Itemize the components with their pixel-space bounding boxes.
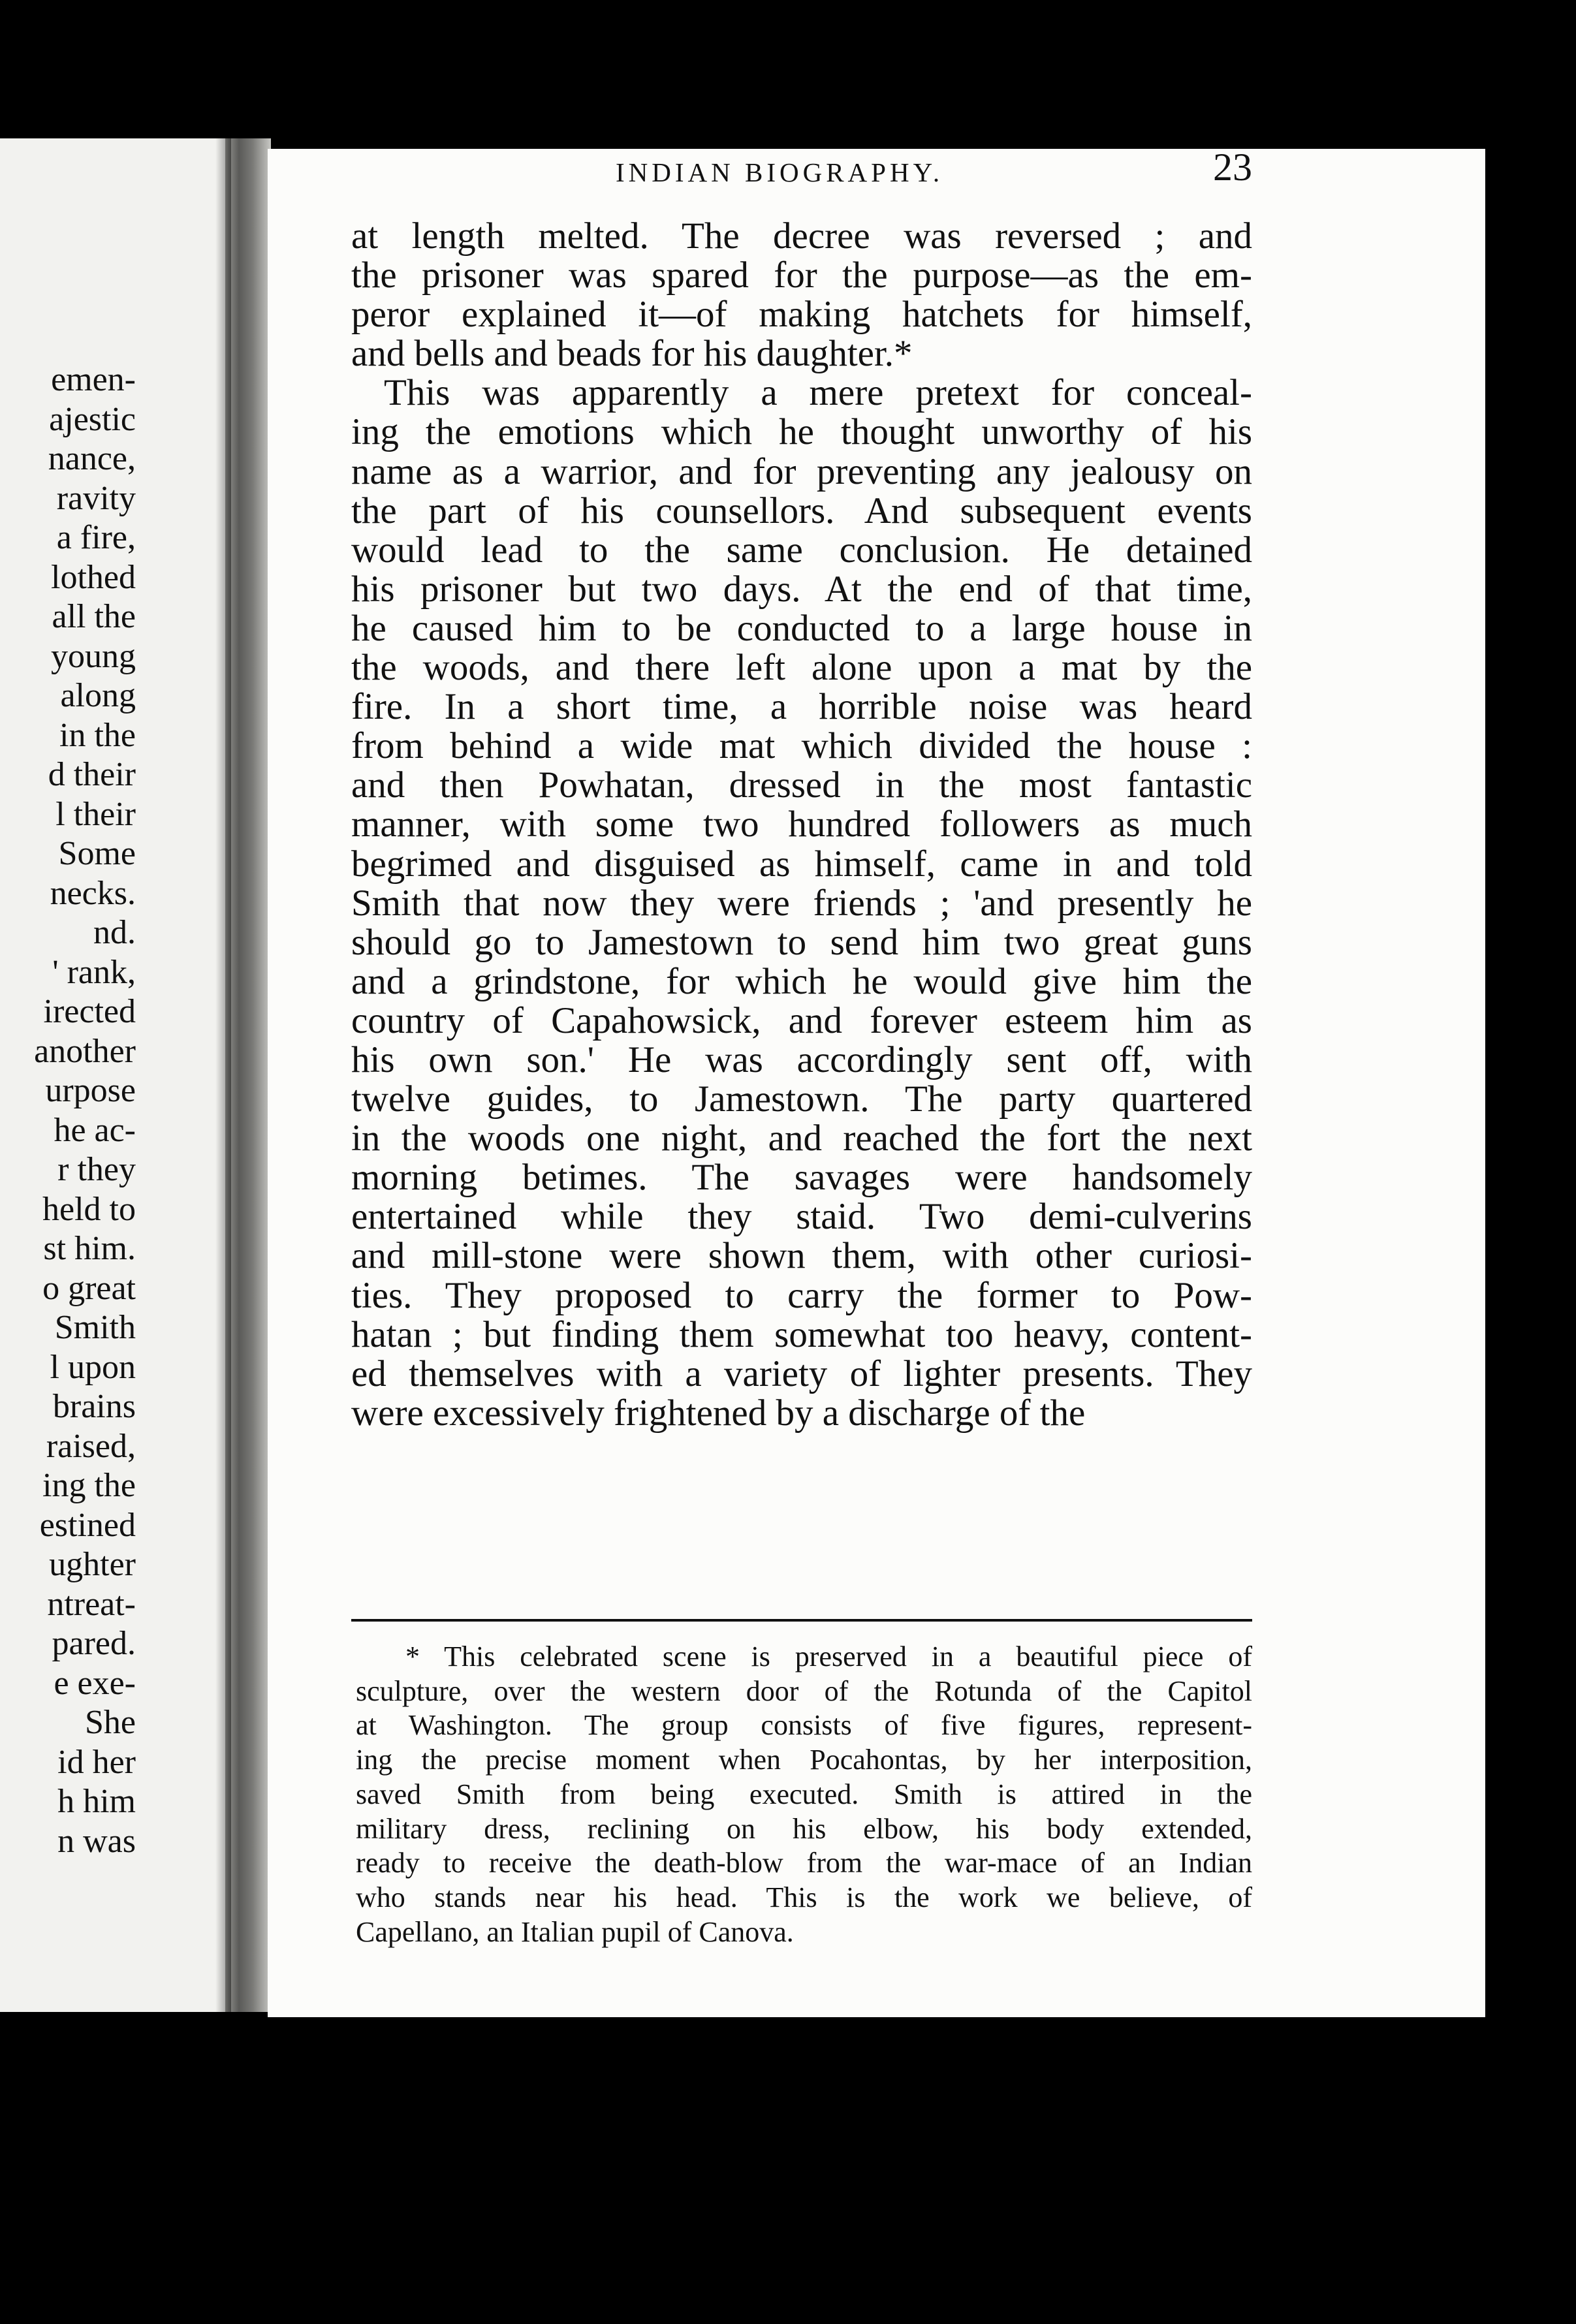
facing-page-line: irected	[43, 993, 136, 1030]
facing-page-line: young	[51, 637, 136, 675]
facing-page-line: d their	[48, 756, 136, 793]
facing-page-line: Some	[58, 835, 136, 872]
body-line: manner, with some two hundred followers as much	[351, 804, 1252, 845]
footnote-line: saved Smith from being executed. Smith is attired in the	[356, 1778, 1252, 1810]
body-line: ties. They proposed to carry the former to Pow-	[351, 1274, 1252, 1316]
body-text	[351, 217, 1252, 1433]
body-line: he caused him to be conducted to a large house in	[351, 607, 1252, 649]
facing-page-line: estined	[39, 1506, 136, 1544]
facing-page-line: o great	[42, 1269, 136, 1307]
facing-page-line: raised,	[46, 1427, 136, 1465]
facing-page-line: l upon	[50, 1348, 136, 1386]
body-line: in the woods one night, and reached the fort the next	[351, 1118, 1252, 1159]
footnote-line: who stands near his head. This is the work we believe, of	[356, 1881, 1252, 1913]
body-line: from behind a wide mat which divided the house :	[351, 725, 1252, 767]
body-line: country of Capahowsick, and forever esteem him as	[351, 999, 1252, 1041]
facing-page-line: r they	[57, 1151, 136, 1188]
facing-page-line: another	[34, 1032, 136, 1070]
body-line: ing the emotions which he thought unworthy of his	[351, 411, 1252, 453]
facing-page-line: ajestic	[49, 400, 136, 438]
running-head: INDIAN BIOGRAPHY.	[616, 157, 944, 187]
facing-page-line: urpose	[45, 1072, 136, 1109]
facing-page-line: held to	[42, 1190, 136, 1228]
facing-page-line: lothed	[51, 558, 136, 596]
facing-page-line: n was	[57, 1822, 136, 1860]
facing-page-line: necks.	[50, 874, 136, 912]
footnote-line: sculpture, over the western door of the Rotunda of the Capitol	[356, 1674, 1252, 1707]
body-line: begrimed and disguised as himself, came in and told	[351, 843, 1252, 885]
body-line: and bells and beads for his daughter.*	[351, 333, 913, 375]
body-line: his own son.' He was accordingly sent off, with	[351, 1039, 1252, 1080]
body-line: would lead to the same conclusion. He detained	[351, 529, 1252, 571]
body-line: should go to Jamestown to send him two great guns	[351, 921, 1252, 963]
body-line: morning betimes. The savages were handsomely	[351, 1157, 1252, 1199]
body-line: ed themselves with a variety of lighter presents. They	[351, 1353, 1252, 1394]
facing-page-line: id her	[57, 1743, 136, 1781]
body-line: and a grindstone, for which he would give him the	[351, 960, 1252, 1002]
facing-page-line: ughter	[49, 1546, 136, 1583]
page-number: 23	[1213, 146, 1252, 189]
footnote	[356, 1640, 1252, 1949]
facing-page-line: brains	[52, 1388, 136, 1425]
footnote-line: ing the precise moment when Pocahontas, by her interposition,	[356, 1744, 1252, 1776]
facing-page	[0, 138, 235, 2012]
body-line: hatan ; but finding them somewhat too heavy, content-	[351, 1313, 1252, 1355]
body-line: at length melted. The decree was reversed ; and	[351, 215, 1252, 257]
facing-page-line: ' rank,	[52, 953, 136, 991]
gutter-shadow	[215, 138, 231, 2012]
facing-page-line: emen-	[51, 361, 136, 398]
facing-page-line: he ac-	[54, 1111, 136, 1149]
body-line: entertained while they staid. Two demi-culverins	[351, 1196, 1252, 1238]
footnote-line: at Washington. The group consists of five figures, represent-	[356, 1709, 1252, 1742]
facing-page-line: all the	[52, 598, 136, 635]
body-line: name as a warrior, and for preventing any jealousy on	[351, 450, 1252, 492]
body-line: This was apparently a mere pretext for conceal-	[384, 372, 1252, 414]
body-line: Smith that now they were friends ; 'and presently he	[351, 882, 1252, 924]
footnote-line: ready to receive the death-blow from the war-mace of an Indian	[356, 1847, 1252, 1879]
page-header	[351, 145, 1252, 197]
facing-page-line: ntreat-	[47, 1585, 136, 1623]
body-line: twelve guides, to Jamestown. The party quartered	[351, 1078, 1252, 1120]
facing-page-line: along	[60, 677, 136, 714]
facing-page-line: She	[85, 1704, 136, 1741]
footnote-line: military dress, reclining on his elbow, his body extended,	[356, 1812, 1252, 1845]
facing-page-line: st him.	[43, 1230, 136, 1267]
book-gutter	[225, 138, 271, 2012]
body-line: were excessively frightened by a discharge of the	[351, 1392, 1086, 1434]
facing-page-line: l their	[55, 795, 136, 833]
facing-page-line: e exe-	[54, 1664, 136, 1702]
facing-page-line: ravity	[56, 479, 136, 517]
footnote-line: * This celebrated scene is preserved in a beautiful piece of	[405, 1641, 1252, 1672]
body-line: the prisoner was spared for the purpose—as the em-	[351, 255, 1252, 296]
body-line: the part of his counsellors. And subsequent events	[351, 490, 1252, 531]
body-line: and then Powhatan, dressed in the most fantastic	[351, 764, 1252, 806]
facing-page-line: ing the	[42, 1467, 136, 1504]
body-line: and mill-stone were shown them, with other curiosi-	[351, 1235, 1252, 1277]
facing-page-line: Smith	[54, 1309, 136, 1346]
facing-page-line: nd.	[93, 914, 136, 951]
body-line: peror explained it—of making hatchets for himself,	[351, 294, 1252, 336]
facing-page-line: in the	[59, 716, 136, 754]
facing-page-text	[0, 360, 136, 1861]
body-line: the woods, and there left alone upon a mat by the	[351, 647, 1252, 689]
body-line: fire. In a short time, a horrible noise was heard	[351, 686, 1252, 728]
body-line: his prisoner but two days. At the end of that time,	[351, 568, 1252, 610]
facing-page-line: nance,	[48, 440, 136, 477]
facing-page-line: h him	[57, 1783, 136, 1820]
facing-page-line: a fire,	[56, 519, 136, 556]
footnote-rule	[351, 1619, 1252, 1622]
facing-page-line: pared.	[52, 1625, 136, 1662]
footnote-line: Capellano, an Italian pupil of Canova.	[356, 1915, 794, 1948]
